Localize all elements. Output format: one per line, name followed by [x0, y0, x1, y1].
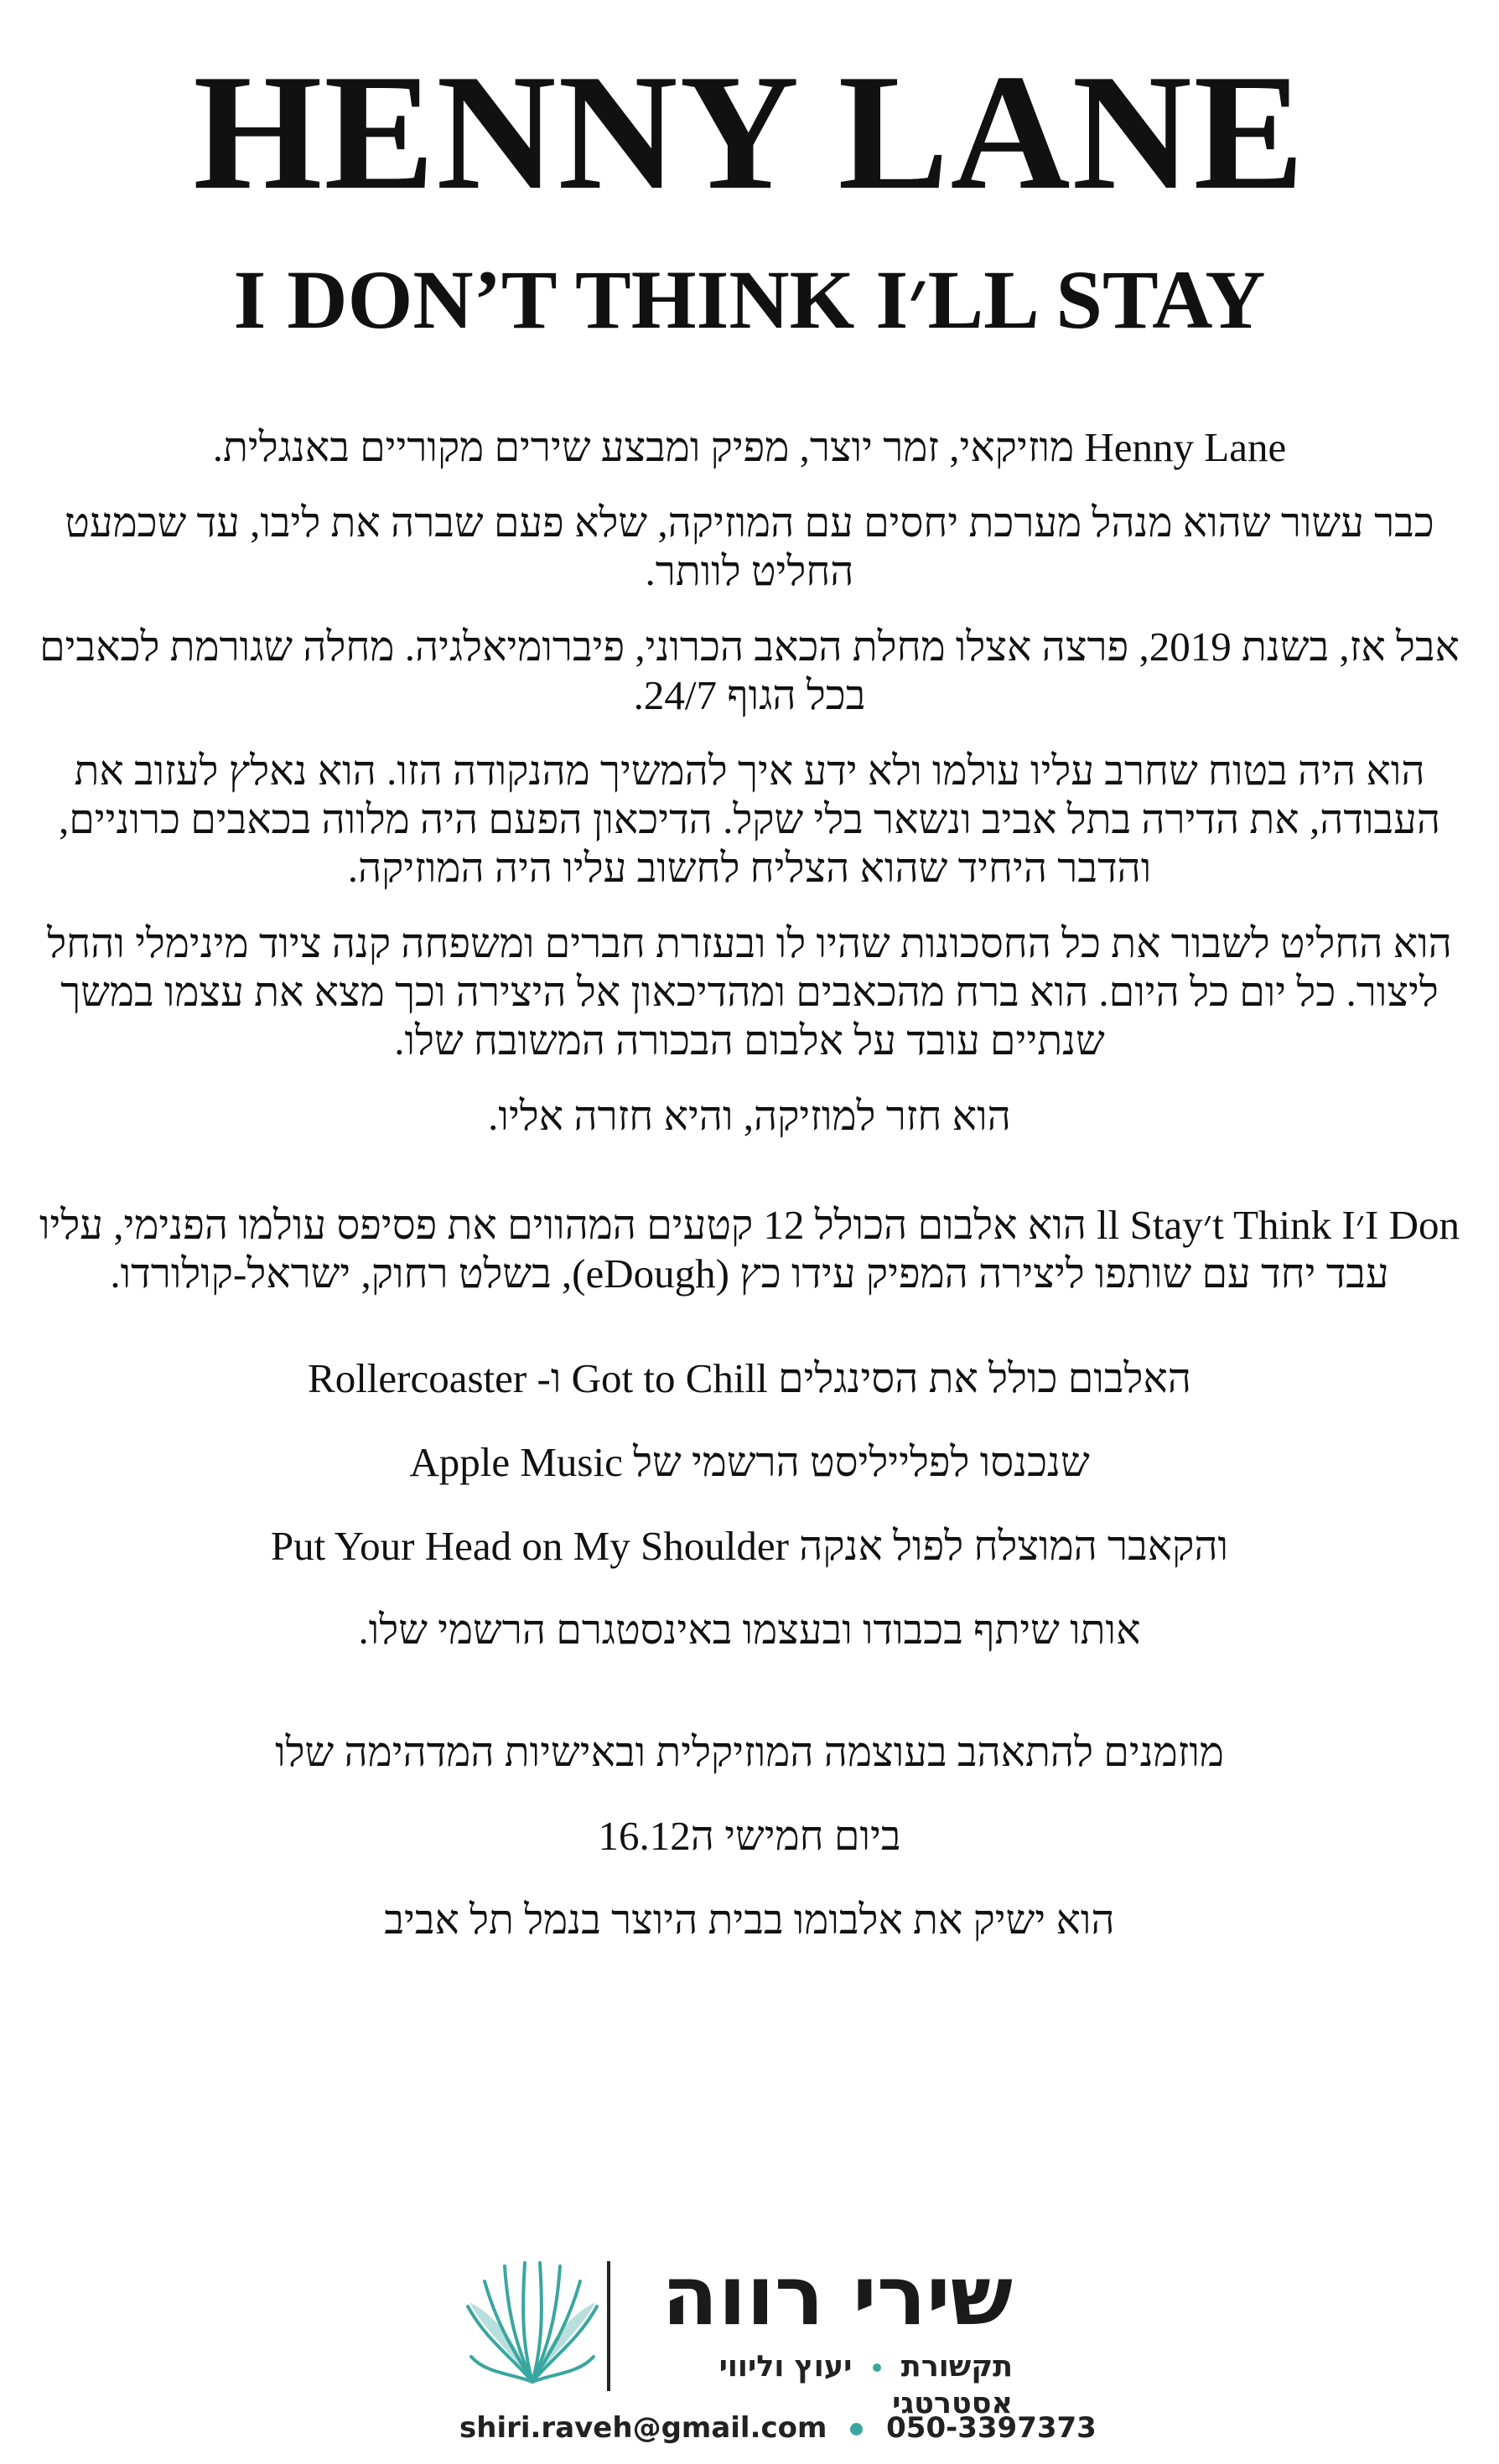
tagline-communication: תקשורת: [900, 2350, 1013, 2384]
paragraph-intro: Henny Lane מוזיקאי, זמר יוצר, מפיק ומבצע שירים מקוריים באנגלית.: [212, 424, 1287, 470]
contact-phone[interactable]: 050-3397373: [886, 2411, 1097, 2445]
logo-name: שירי רווה: [661, 2249, 1013, 2344]
butterfly-wings-icon: [461, 2256, 604, 2390]
logo-contact: [459, 2410, 1097, 2446]
singles-block: [34, 1337, 1465, 1672]
logo-divider: [607, 2261, 610, 2391]
artist-title: HENNY LANE: [193, 40, 1306, 224]
singles-line: שנכנסו לפלייליסט הרשמי של Apple Music: [409, 1439, 1090, 1485]
invite-line: מוזמנים להתאהב בעוצמה המוזיקלית ובאישיות המדהימה שלו: [275, 1729, 1224, 1775]
singles-line: אותו שיתף בכבודו ובעצמו באינסטגרם הרשמי שלו.: [358, 1607, 1141, 1653]
tagline-consulting: יעוץ וליווי אסטרטגי: [718, 2350, 1013, 2420]
bullet-dot: [850, 2423, 863, 2436]
singles-line: האלבום כולל את הסינגלים Got to Chill ו- Rollercoaster: [308, 1355, 1191, 1401]
paragraph-album: I Don׳t Think I׳ll Stay הוא אלבום הכולל 12 קטעים המהווים את פסיפס עולמו הפנימי, עליו עבד יחד עם שותפו ליצירה המפיק עידו כץ (eDough), בשלט רחוק, ישראל-קולורדו.: [39, 1202, 1460, 1297]
paragraph-struggle: הוא היה בטוח שחרב עליו עולמו ולא ידע איך להמשיך מהנקודה הזו. הוא נאלץ לעזוב את העבודה, את הדירה בתל אביב ונשאר בלי שקל. הדיכאון הפעם היה מלווה בכאבים כרוניים, והדבר היחיד שהוא הצליח לחשוב עליו היה המוזיקה.: [58, 748, 1441, 891]
press-body: [34, 423, 1465, 1962]
invite-line: הוא ישיק את אלבומו בבית היוצר בנמל תל אביב: [384, 1897, 1115, 1943]
paragraph-decade: כבר עשור שהוא מנהל מערכת יחסים עם המוזיקה, שלא פעם שברה את ליבו, עד שכמעט החליט לוותר.: [65, 500, 1434, 594]
singles-line: והקאבר המוצלח לפול אנקה Put Your Head on My Shoulder: [270, 1523, 1229, 1569]
album-title: I DON’T THINK I׳LL STAY: [233, 253, 1266, 346]
paragraph-return: הוא חזר למוזיקה, והיא חזרה אליו.: [488, 1093, 1011, 1139]
paragraph-creation: הוא החליט לשבור את כל החסכונות שהיו לו ובעזרת חברים ומשפחה קנה ציוד מינימלי והחל ליצור. כל יום כל היום. הוא ברח מהכאבים ומהדיכאון אל היצירה וכך מצא את עצמו במשך שנתיים עובד על אלבום הבכורה המשובח שלו.: [47, 920, 1452, 1064]
invite-block: [34, 1711, 1465, 1962]
invite-date-line: ביום חמישי ה16.12: [598, 1813, 901, 1859]
publicist-logo: [459, 2246, 1097, 2447]
paragraph-illness: אבל אז, בשנת 2019, פרצה אצלו מחלת הכאב הכרוני, פיברומיאלגיה. מחלה שגורמת לכאבים בכל הגוף 24/7.: [39, 624, 1460, 718]
contact-email[interactable]: shiri.raveh@gmail.com: [459, 2411, 827, 2445]
bullet-dot: [873, 2363, 881, 2372]
